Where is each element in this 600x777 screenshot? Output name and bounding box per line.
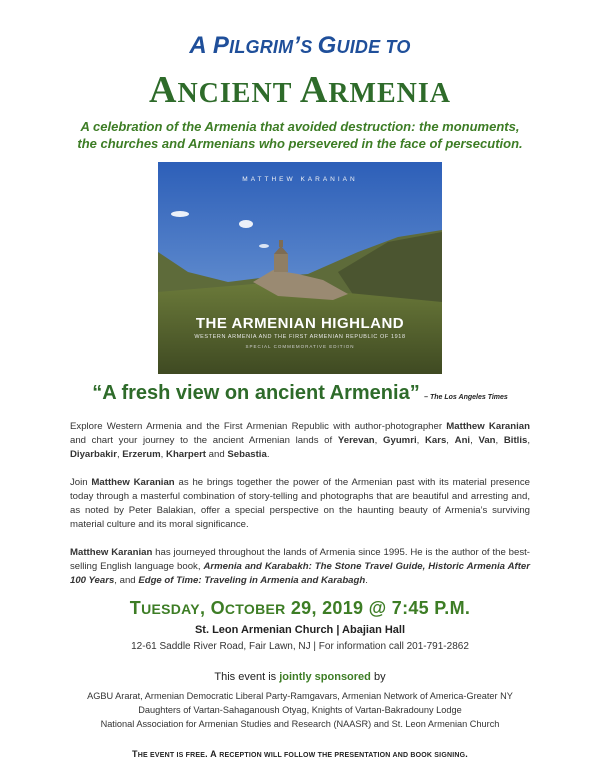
text-part: T xyxy=(129,598,142,618)
event-venue: St. Leon Armenian Church | Abajian Hall xyxy=(194,624,406,636)
text-run: , xyxy=(495,435,504,446)
text-part: CTOBER xyxy=(224,601,286,617)
text-part: UIDE TO xyxy=(336,37,411,57)
text-run: , xyxy=(527,435,531,446)
paragraph-join xyxy=(70,476,530,532)
text-part: HE EVENT IS FREE xyxy=(137,752,206,759)
sponsorship-intro xyxy=(0,671,600,683)
sponsorship-intro-after: by xyxy=(370,671,386,683)
text-run: , and xyxy=(114,575,139,586)
text-run: Edge of Time: Traveling in Armenia and Karabagh xyxy=(138,575,366,586)
text-part: ’ xyxy=(293,32,301,59)
paragraph-text xyxy=(70,420,530,462)
sponsorship-intro-before: This event is xyxy=(214,671,280,683)
text-part: A xyxy=(189,32,213,59)
text-run: Erzerum xyxy=(122,449,161,460)
text-run: Armenia and Karabakh: The Stone Travel Guide, Historic Armenia After 100 Years xyxy=(70,561,530,586)
text-run: , xyxy=(446,435,455,446)
text-run: , xyxy=(116,449,123,460)
text-part: . xyxy=(464,598,471,618)
text-part: P xyxy=(434,598,445,618)
title-prefix xyxy=(0,32,600,60)
text-run: Matthew Karanian xyxy=(446,421,530,432)
text-part: , xyxy=(199,598,211,618)
paragraph-text xyxy=(70,476,530,532)
text-run: . xyxy=(266,449,270,460)
paragraph-author-bio xyxy=(70,546,530,588)
text-run: , xyxy=(470,435,479,446)
sponsor-line: National Association for Armenian Studies and Research (NAASR) and St. Leon Armenian Church xyxy=(100,719,500,729)
tagline xyxy=(40,118,560,152)
sponsor-line: AGBU Ararat, Armenian Democratic Liberal Party-Ramgavars, Armenian Network of America-Greater NY xyxy=(87,691,513,701)
text-run: . xyxy=(365,575,368,586)
text-run: Join xyxy=(70,477,92,488)
text-run: , xyxy=(374,435,384,446)
text-part: O xyxy=(210,598,225,618)
text-run: Kharpert xyxy=(166,449,206,460)
text-run: Kars xyxy=(424,435,447,446)
sponsor-list xyxy=(20,689,580,731)
text-part: . A xyxy=(205,749,220,759)
text-part: A xyxy=(299,69,329,111)
cover-subtitle: WESTERN ARMENIA AND THE FIRST ARMENIAN REPUBLIC OF 1918 xyxy=(194,334,406,340)
book-cover-image xyxy=(158,162,442,374)
sponsorship-highlight: jointly sponsored xyxy=(279,671,371,683)
title-main xyxy=(0,68,600,112)
text-run: Diyarbakir xyxy=(70,449,117,460)
text-run: , xyxy=(416,435,425,446)
footer-note xyxy=(0,749,600,759)
text-part: S xyxy=(300,37,318,57)
event-address: 12-61 Saddle River Road, Fair Lawn, NJ | For information call 201-791-2862 xyxy=(131,641,469,652)
text-part: T xyxy=(132,749,138,759)
text-run: and chart your journey to the ancient Armenian lands of xyxy=(70,435,338,446)
text-run: has journeyed throughout the lands of Armenia since 1995. He is the author of the best-selling English language book, xyxy=(70,547,530,572)
text-part: RMENIA xyxy=(328,78,451,109)
review-quote: “A fresh view on ancient Armenia” xyxy=(92,382,420,404)
text-run: and xyxy=(206,449,228,460)
cover-landscape xyxy=(158,162,442,374)
text-run: Matthew Karanian xyxy=(91,477,175,488)
text-part: RECEPTION WILL FOLLOW THE PRESENTATION AND BOOK SIGNING xyxy=(219,752,466,759)
text-run: Gyumri xyxy=(383,435,417,446)
quote-block xyxy=(0,382,600,405)
text-run: as he brings together the power of the Armenian past with its material presence today through a masterful combination of story-telling and photographs that are beautiful and arresting and, as noted by Peter Balakian, offer a special perspective on the haunting beauty of Armenia’s surviving material culture and its moral significance. xyxy=(70,477,530,530)
text-run: Explore Western Armenia and the First Armenian Republic with author-photographer xyxy=(70,421,447,432)
text-run: Sebastia xyxy=(227,449,267,460)
text-run: Van xyxy=(478,435,496,446)
text-part: M xyxy=(449,598,465,618)
paragraph-text xyxy=(70,546,530,588)
text-part: P xyxy=(212,32,230,59)
text-run: Matthew Karanian xyxy=(70,547,153,558)
tagline-line-2: the churches and Armenians who persevered in the face of persecution. xyxy=(77,136,523,151)
text-part: NCIENT xyxy=(177,78,300,109)
text-part: G xyxy=(317,32,337,59)
text-run: Yerevan xyxy=(337,435,375,446)
tagline-line-1: A celebration of the Armenia that avoided destruction: the monuments, xyxy=(80,119,520,134)
text-part: UESDAY xyxy=(141,601,200,617)
text-run: Bitlis xyxy=(503,435,528,446)
text-part: ILGRIM xyxy=(229,37,294,57)
text-part: . xyxy=(465,749,468,759)
event-date xyxy=(0,598,600,619)
cover-author: MATTHEW KARANIAN xyxy=(242,176,358,183)
text-run: Ani xyxy=(454,435,471,446)
text-part: . xyxy=(444,598,450,618)
cover-edition: SPECIAL COMMEMORATIVE EDITION xyxy=(245,344,355,349)
text-part: 29, 2019 @ 7:45 xyxy=(285,598,435,618)
text-part: A xyxy=(149,69,178,111)
quote-source: – The Los Angeles Times xyxy=(424,394,508,401)
sponsor-line: Daughters of Vartan-Sahaganoush Otyag, Knights of Vartan-Bakradouny Lodge xyxy=(138,705,462,715)
paragraph-explore xyxy=(70,420,530,462)
cover-title: THE ARMENIAN HIGHLAND xyxy=(195,315,405,332)
text-run: , xyxy=(160,449,167,460)
